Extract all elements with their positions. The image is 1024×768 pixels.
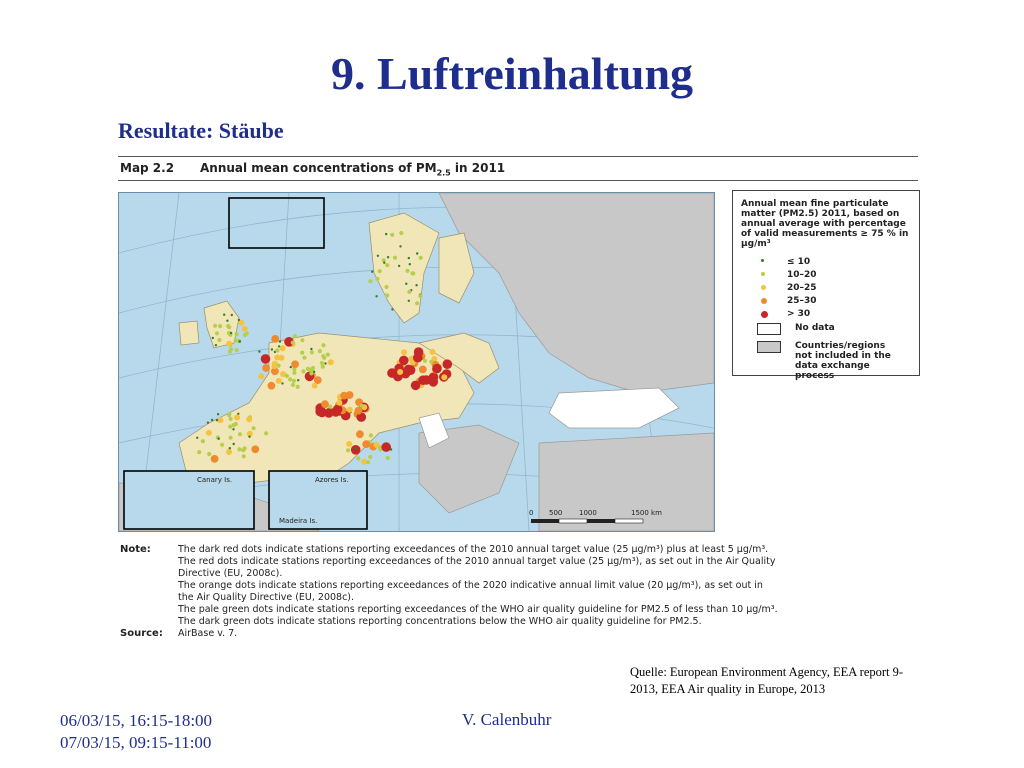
legend-not-included-label: Countries/regions not included in the data exchange process xyxy=(795,341,891,381)
station-dot xyxy=(229,436,233,440)
station-dot xyxy=(371,271,373,273)
station-dot xyxy=(311,366,315,370)
station-dot xyxy=(268,382,276,390)
station-dot xyxy=(246,416,252,422)
note-line-3: The orange dots indicate stations reporting exceedances of the 2020 indicative annual limit value (20 µg/m³), as set out in xyxy=(178,580,763,591)
station-dot xyxy=(328,405,332,409)
station-dot xyxy=(238,319,240,321)
station-dot xyxy=(293,334,297,338)
station-dot xyxy=(235,348,239,352)
legend-label-0: ≤ 10 xyxy=(787,257,811,267)
station-dot xyxy=(387,256,389,258)
note-line-5: The pale green dots indicate stations reporting exceedances of the WHO air quality guideline for PM2.5 of less than 10 µg/m³. xyxy=(178,604,778,615)
station-dot xyxy=(393,256,397,260)
station-dot xyxy=(321,365,325,369)
note-line-6: The dark green dots indicate stations reporting concentrations below the WHO air quality guideline for PM2.5. xyxy=(178,616,702,627)
citation-line-2: 2013, EEA Air quality in Europe, 2013 xyxy=(630,682,826,696)
station-dot xyxy=(211,455,219,463)
station-dot xyxy=(368,455,372,459)
legend-class-0 xyxy=(787,257,810,267)
station-dot xyxy=(419,366,427,374)
station-dot xyxy=(312,383,318,389)
station-dot xyxy=(405,283,407,285)
station-dot xyxy=(383,262,385,264)
station-dot xyxy=(290,366,292,368)
station-dot xyxy=(409,263,411,265)
map-caption-tail: in 2011 xyxy=(450,161,506,175)
station-dot xyxy=(429,360,433,364)
station-dot xyxy=(405,269,409,273)
station-dot xyxy=(310,350,314,354)
station-dot xyxy=(300,351,304,355)
station-dot xyxy=(369,433,373,437)
station-dot xyxy=(227,412,231,416)
map-number: Map 2.2 xyxy=(120,161,175,175)
station-dot xyxy=(429,377,439,387)
station-dot xyxy=(300,338,304,342)
station-dot xyxy=(331,407,341,417)
station-dot xyxy=(227,325,231,329)
note-line-4: the Air Quality Directive (EU, 2008c). xyxy=(178,592,355,603)
station-dot xyxy=(366,460,370,464)
station-dot xyxy=(408,300,410,302)
station-dot xyxy=(419,256,423,260)
station-dot xyxy=(337,400,343,406)
station-dot xyxy=(326,353,330,357)
legend-dot-2 xyxy=(761,285,766,290)
legend-no-data-swatch xyxy=(757,323,781,335)
station-dot xyxy=(328,359,334,365)
station-dot xyxy=(407,290,411,294)
station-dot xyxy=(320,361,324,365)
legend-class-4 xyxy=(787,309,810,319)
note-line-1: The red dots indicate stations reporting exceedances of the 2010 annual target value (25 µg/m³), as set out in the Air Quality xyxy=(178,556,776,567)
station-dot xyxy=(317,408,327,418)
station-dot xyxy=(262,364,270,372)
station-dot xyxy=(375,295,377,297)
station-dot xyxy=(411,271,415,275)
station-dot xyxy=(226,341,232,347)
station-dot xyxy=(398,265,400,267)
station-dot xyxy=(252,426,256,430)
station-dot xyxy=(281,382,283,384)
station-dot xyxy=(301,369,305,373)
station-dot xyxy=(261,354,271,364)
slide-subtitle: Resultate: Stäube xyxy=(118,118,284,143)
station-dot xyxy=(413,353,423,363)
station-dot xyxy=(258,350,260,352)
legend-label-4: > 30 xyxy=(787,309,811,319)
note-line-0: The dark red dots indicate stations reporting exceedances of the 2010 annual target value (25 µg/m³) plus at least 5 µg/m³. xyxy=(178,544,769,555)
station-dot xyxy=(248,436,250,438)
caption-bottom-rule xyxy=(118,180,918,181)
station-dot xyxy=(415,301,419,305)
station-dot xyxy=(347,407,353,413)
inset-label-canary: Canary Is. xyxy=(197,476,233,484)
station-dot xyxy=(356,456,360,460)
station-dot xyxy=(197,450,201,454)
scale-label-0: 0 xyxy=(529,509,534,517)
station-dot xyxy=(321,400,329,408)
station-dot xyxy=(275,348,279,352)
station-dot xyxy=(385,263,389,267)
station-dot xyxy=(415,284,417,286)
scale-label-1000: 1000 xyxy=(579,509,597,517)
map-caption xyxy=(120,161,505,177)
station-dot xyxy=(251,445,259,453)
station-dot xyxy=(201,439,205,443)
station-dot xyxy=(391,308,393,310)
station-dot xyxy=(279,340,281,342)
source-text: AirBase v. 7. xyxy=(178,628,238,639)
station-dot xyxy=(232,428,234,430)
station-dot xyxy=(324,362,326,364)
station-dot xyxy=(285,374,289,378)
station-dot xyxy=(242,326,248,332)
station-dot xyxy=(418,375,428,385)
station-dot xyxy=(238,432,242,436)
station-dot xyxy=(397,369,403,375)
legend-class-3 xyxy=(787,296,817,306)
legend-label-2: 20–25 xyxy=(787,283,817,293)
station-dot xyxy=(226,320,228,322)
station-dot xyxy=(280,345,286,351)
station-dot xyxy=(226,449,232,455)
scale-bar xyxy=(531,519,643,523)
station-dot xyxy=(291,341,295,345)
station-dot xyxy=(223,314,225,316)
station-dot xyxy=(291,360,299,368)
source-key: Source: xyxy=(120,628,163,639)
note-line-2: Directive (EU, 2008c). xyxy=(178,568,283,579)
station-dot xyxy=(232,423,236,427)
legend-class-1 xyxy=(787,270,817,280)
station-dot xyxy=(399,245,401,247)
station-dot xyxy=(212,337,214,339)
legend-label-1: 10–20 xyxy=(787,270,817,280)
europe-map xyxy=(118,192,715,532)
station-dot xyxy=(233,443,235,445)
station-dot xyxy=(346,448,350,452)
map-caption-subscript: 2.5 xyxy=(436,168,451,178)
station-dot xyxy=(385,233,387,235)
inset-label-azores: Azores Is. xyxy=(315,476,349,484)
station-dot xyxy=(346,441,352,447)
station-dot xyxy=(429,349,435,355)
station-dot xyxy=(217,417,223,423)
station-dot xyxy=(264,431,268,435)
station-dot xyxy=(234,415,240,421)
caption-top-rule xyxy=(118,156,918,157)
station-dot xyxy=(241,448,245,452)
station-dot xyxy=(401,349,407,355)
station-dot xyxy=(215,331,219,335)
station-dot xyxy=(377,255,379,257)
station-dot xyxy=(235,332,239,336)
legend-dot-4 xyxy=(761,311,768,318)
station-dot xyxy=(258,373,264,379)
station-dot xyxy=(238,340,240,342)
station-dot xyxy=(443,359,453,369)
station-dot xyxy=(355,448,357,450)
station-dot xyxy=(318,349,322,353)
station-dot xyxy=(217,413,219,415)
inset-box-canary xyxy=(124,471,254,529)
station-dot xyxy=(310,348,312,350)
map-legend xyxy=(732,190,920,381)
station-dot xyxy=(399,231,403,235)
station-dot xyxy=(206,430,212,436)
station-dot xyxy=(297,379,299,381)
footer-date-1: 06/03/15, 16:15-18:00 xyxy=(60,711,213,730)
slide-title: 9. Luftreinhaltung xyxy=(330,48,694,99)
station-dot xyxy=(356,430,364,438)
footer-dates xyxy=(60,710,212,754)
inset-label-madeira: Madeira Is. xyxy=(279,517,318,525)
station-dot xyxy=(390,233,394,237)
station-dot xyxy=(211,419,213,421)
legend-label-3: 25–30 xyxy=(787,296,817,306)
station-dot xyxy=(207,422,209,424)
station-dot xyxy=(309,371,313,375)
station-dot xyxy=(408,257,410,259)
station-dot xyxy=(416,252,418,254)
station-dot xyxy=(220,443,224,447)
station-dot xyxy=(404,365,414,375)
scale-label-1500: 1500 km xyxy=(631,509,662,517)
station-dot xyxy=(242,454,246,458)
station-dot xyxy=(288,377,292,381)
station-dot xyxy=(276,378,282,384)
station-dot xyxy=(291,383,295,387)
station-dot xyxy=(271,363,277,369)
station-dot xyxy=(271,335,279,343)
station-dot xyxy=(234,338,238,342)
station-dot xyxy=(368,279,372,283)
station-dot xyxy=(386,456,390,460)
station-dot xyxy=(207,452,211,456)
station-dot xyxy=(245,331,249,335)
station-dot xyxy=(362,440,370,448)
note-key: Note: xyxy=(120,544,151,555)
station-dot xyxy=(302,356,306,360)
station-dot xyxy=(213,324,217,328)
station-dot xyxy=(359,403,363,407)
map-figure xyxy=(112,152,920,644)
station-dot xyxy=(321,343,325,347)
station-dot xyxy=(218,438,220,440)
map-caption-text: Annual mean concentrations of PM xyxy=(200,161,437,175)
station-dot xyxy=(340,392,348,400)
station-dot xyxy=(399,356,409,366)
legend-dot-1 xyxy=(761,272,765,276)
legend-class-2 xyxy=(787,283,817,293)
legend-title: Annual mean fine particulate matter (PM2.5) 2011, based on annual average with percentage of valid measurements ≥ 75 % in µg/m³ xyxy=(741,199,909,249)
station-dot xyxy=(381,442,391,452)
station-dot xyxy=(418,294,422,298)
scale-label-500: 500 xyxy=(549,509,563,517)
station-dot xyxy=(217,338,221,342)
station-dot xyxy=(237,447,241,451)
station-dot xyxy=(387,368,397,378)
legend-not-included-swatch xyxy=(757,341,781,353)
station-dot xyxy=(271,348,273,350)
station-dot xyxy=(230,332,232,334)
station-dot xyxy=(196,437,198,439)
station-dot xyxy=(229,417,233,421)
station-dot xyxy=(292,371,296,375)
station-dot xyxy=(231,314,233,316)
legend-dot-0 xyxy=(761,259,764,262)
station-dot xyxy=(215,344,217,346)
legend-dot-3 xyxy=(761,298,767,304)
station-dot xyxy=(296,385,300,389)
inset-box-svalbard xyxy=(229,198,324,248)
station-dot xyxy=(432,364,442,374)
legend-no-data-label: No data xyxy=(795,323,835,333)
station-dot xyxy=(373,442,379,448)
citation-line-1: Quelle: European Environment Agency, EEA report 9- xyxy=(630,665,904,679)
station-dot xyxy=(229,447,231,449)
footer-author: V. Calenbuhr xyxy=(462,710,552,729)
station-dot xyxy=(385,293,389,297)
footer-date-2: 07/03/15, 09:15-11:00 xyxy=(60,733,212,752)
map-canvas xyxy=(119,193,714,531)
station-dot xyxy=(423,359,427,363)
station-dot xyxy=(218,324,222,328)
station-dot xyxy=(355,407,363,415)
station-dot xyxy=(229,347,233,351)
station-dot xyxy=(441,374,447,380)
station-dot xyxy=(274,355,280,361)
station-dot xyxy=(384,285,388,289)
station-dot xyxy=(375,277,379,281)
station-dot xyxy=(216,419,218,421)
station-dot xyxy=(321,354,325,358)
station-dot xyxy=(292,379,296,383)
citation xyxy=(630,664,970,698)
station-dot xyxy=(378,269,382,273)
